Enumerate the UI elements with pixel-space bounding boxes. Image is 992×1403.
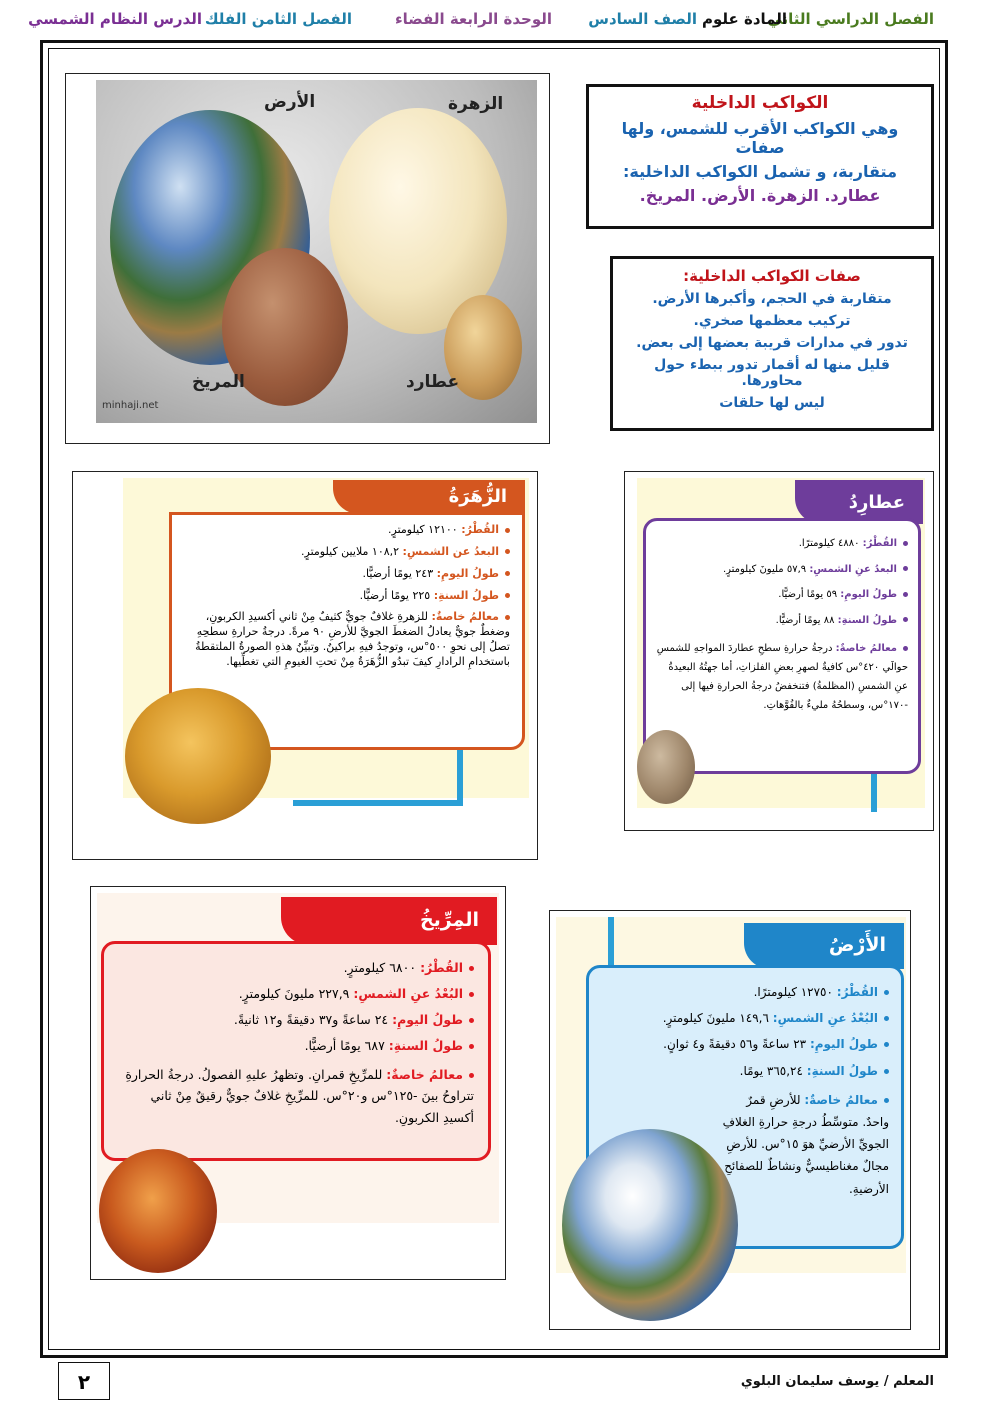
mars-card (90, 886, 506, 1280)
venus-title: الزُّهَرَةُ (333, 480, 525, 514)
photo-watermark: minhaji.net (102, 400, 159, 411)
mars-label: المريخ (192, 372, 245, 392)
traits-item: متقاربة في الحجم، وأكبرها الأرض. (652, 291, 892, 307)
fact-item: معالمُ خاصةٌ: للزهرةِ غلافٌ جويٌّ كثيفٌ مِنْ ثاني أكسيدِ الكربونِ، وضغطٌ جويٌّ يعادلُ الضغطَ الجويَّ للأرضِ ٩٠ مرةً. درجةُ حرارةِ سطحِهِ تصلُ إلى نحوِ ٥٠٠°س، وتوجدُ فيهِ براكينُ. وتبيِّنُ هذهِ الصورةُ الملتقطةُ باستخدامِ الرادارِ كيفَ تبدُو الزُّهَرَةُ مِنْ تحتِ الغيومِ التي تغطِّيها. (195, 610, 510, 668)
fact-item: معالمُ خاصةٌ: للأرضِ قمرٌ واحدٌ. متوسِّطُ درجةِ حرارةِ الغلافِ الجويِّ الأرضيِّ هوَ ١٥°س. للأرضِ مجالٌ مغناطيسيٌّ ونشاطٌ للصفائحِ الأرضيةِ. (722, 1092, 889, 1196)
venus-facts (184, 523, 510, 670)
mercury-facts (656, 537, 908, 715)
header-chapter: الفصل الثامن الفلك (204, 10, 352, 28)
fact-item: طولُ اليومِ: ٢٤٣ يومًا أرضيًّا. (184, 567, 510, 582)
fact-item: طولُ السنةِ: ٨٨ يومًا أرضيًّا. (656, 614, 908, 628)
header-lesson: الدرس النظام الشمسي (28, 10, 202, 28)
mercury-title: عطارِدُ (795, 480, 923, 524)
mercury-image (637, 730, 695, 804)
inner-planets-line2: متقاربة، و تشمل الكواكب الداخلية: (623, 162, 897, 181)
mars-title: المِرِّيخُ (281, 897, 497, 945)
fact-item: معالمُ خاصةٌ: للمرِّيخِ قمرانِ. وتظهرُ عليهِ الفصولُ. درجةُ الحرارةِ تتراوحُ بينَ -١٢٥°س و٢٠°س. للمرِّيخِ غلافٌ جويٌّ رقيقٌ مِنْ ثاني أكسيدِ الكربونِ. (125, 1066, 474, 1126)
fact-item: البعدُ عن الشمسِ: ١٠٨,٢ ملايين كيلومترٍ. (184, 545, 510, 560)
mars-panel (101, 941, 491, 1161)
earth-title: الأَرْضُ (744, 923, 904, 969)
fact-item: طولُ اليومِ: ٢٤ ساعةً و٣٧ دقيقةً و١٢ ثانيةً. (118, 1012, 474, 1029)
fact-item: البعدُ عنِ الشمسِ: ٥٧,٩ مليونَ كيلومترٍ. (656, 563, 908, 577)
teacher-name: المعلم / يوسف سليمان البلوي (740, 1374, 934, 1389)
venus-card (72, 471, 538, 860)
fact-item: طولُ اليومِ: ٢٣ ساعةً و٥٦ دقيقةً و٤ ثوانٍ. (601, 1036, 889, 1052)
traits-title: صفات الكواكب الداخلية: (683, 267, 861, 285)
mars-image (99, 1149, 217, 1273)
earth-label: الأرض (264, 92, 316, 112)
traits-item: تركيب معظمها صخري. (693, 313, 851, 329)
header-unit: الوحدة الرابعة الفضاء (394, 10, 552, 28)
mars-facts (118, 960, 474, 1129)
page-number: ٢ (77, 1370, 91, 1394)
page-number-box (58, 1362, 110, 1400)
mercury-card (624, 471, 934, 831)
fact-item: طولُ السنةِ: ٢٢٥ يومًا أرضيًّا. (184, 589, 510, 604)
fact-item: القُطْرُ: ١٢٧٥٠ كيلومترًا. (601, 984, 889, 1000)
fact-item: طولُ السنةِ: ٣٦٥,٢٤ يومًا. (601, 1063, 889, 1079)
inner-planets-title: الكواكب الداخلية (691, 93, 829, 113)
planets-photo (96, 80, 537, 423)
fact-item: طولُ السنةِ: ٦٨٧ يومًا أرضيًّا. (118, 1038, 474, 1055)
header-semester: الفصل الدراسي الثاني (767, 10, 934, 28)
fact-item: البُعْدُ عنِ الشمسِ: ٢٢٧,٩ مليونَ كيلومترٍ. (118, 986, 474, 1003)
venus-label: الزهرة (448, 94, 504, 114)
traits-item: تدور في مدارات قريبة بعضها إلى بعض. (636, 335, 908, 351)
venus-card-accent-base (293, 800, 463, 806)
fact-item: القُطْرُ: ٤٨٨٠ كيلومترًا. (656, 537, 908, 551)
traits-item: ليس لها حلقات (719, 395, 825, 411)
inner-planets-box (586, 84, 934, 229)
fact-item: القُطْرُ: ٦٨٠٠ كيلومترٍ. (118, 960, 474, 977)
mercury-card-accent (871, 768, 877, 812)
earth-image (562, 1129, 738, 1321)
traits-item: قليل منها له أقمار تدور ببطء حول محاورها. (654, 357, 890, 389)
earth-card (549, 910, 911, 1330)
inner-planets-list: عطارد. الزهرة. الأرض. المريخ. (639, 186, 881, 205)
fact-item: القُطْرُ: ١٢١٠٠ كيلومترٍ. (184, 523, 510, 538)
mercury-label: عطارد (406, 372, 460, 392)
header-subject: المادة علوم (701, 10, 787, 28)
venus-radar-image (125, 688, 271, 824)
fact-item: معالمُ خاصةٌ: درجةُ حرارةِ سطحِ عطاردَ المواجهِ للشمسِ حوالَي ٤٢٠°س كافيةٌ لصهرِ بعضِ الفلزاتِ، أما جهتُهُ البعيدةُ عنِ الشمسِ (المظلمةُ) فتنخفضُ درجةُ الحرارةِ فيها إلى -١٧٠°س، وسطحُهُ مليءٌ بالفُوَّهاتِ. (656, 643, 908, 711)
fact-item: البُعْدُ عنِ الشمسِ: ١٤٩,٦ مليونَ كيلومترٍ. (601, 1010, 889, 1026)
header-grade: الصف السادس (588, 10, 697, 28)
inner-planets-line1: وهي الكواكب الأقرب للشمس، ولها صفات (621, 119, 899, 157)
fact-item: طولُ اليومِ: ٥٩ يومًا أرضيًّا. (656, 588, 908, 602)
traits-box (610, 256, 934, 431)
mercury-panel (643, 518, 921, 774)
